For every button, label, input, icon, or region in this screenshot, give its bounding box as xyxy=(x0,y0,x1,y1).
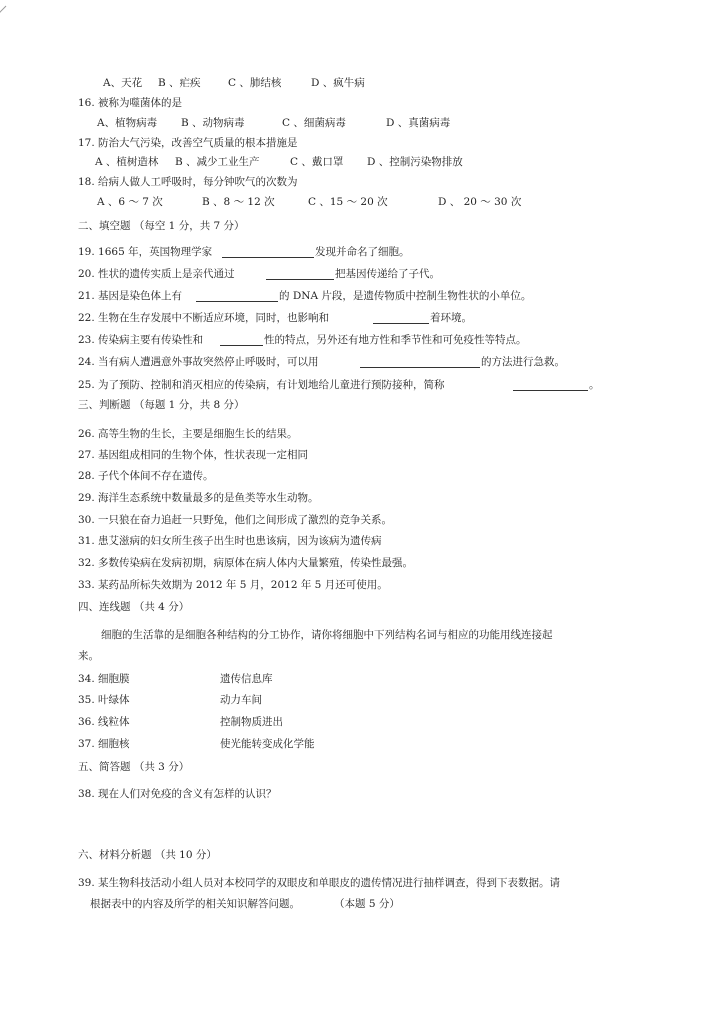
match-right-function[interactable]: 遗传信息库 xyxy=(220,673,273,685)
q19-prefix: 19. 1665 年，英国物理学家 xyxy=(78,246,213,258)
match-left-term[interactable]: 35. 叶绿体 xyxy=(78,694,130,706)
q19-suffix: 发现并命名了细胞。 xyxy=(315,246,410,258)
q33-text: 33. 某药品所标失效期为 2012 年 5 月，2012 年 5 月还可使用。 xyxy=(78,579,388,591)
q24-answer-blank[interactable] xyxy=(360,355,480,368)
match-right-function[interactable]: 控制物质进出 xyxy=(220,716,283,728)
q27-text: 27. 基因组成相同的生物个体，性状表现一定相同 xyxy=(78,449,309,461)
q17-option-c: C 、戴口罩 xyxy=(290,156,344,168)
match-right-function[interactable]: 动力车间 xyxy=(220,694,262,706)
q17-option-d: D 、控制污染物排放 xyxy=(367,156,463,168)
q23-suffix: 性的特点，另外还有地方性和季节性和可免疫性等特点。 xyxy=(264,334,527,346)
q18-option-c: C 、15 ～ 20 次 xyxy=(308,196,388,208)
q20-prefix: 20. 性状的遗传实质上是亲代通过 xyxy=(78,268,235,280)
q15-option-a: A、天花 xyxy=(103,77,143,89)
q24-prefix: 24. 当有病人遭遇意外事故突然停止呼吸时，可以用 xyxy=(78,356,319,368)
q18-option-d: D 、 20 ～ 30 次 xyxy=(438,196,522,208)
match-right-function[interactable]: 使光能转变成化学能 xyxy=(220,738,315,750)
section-4-intro-2: 来。 xyxy=(78,650,99,662)
q26-text: 26. 高等生物的生长，主要是细胞生长的结果。 xyxy=(78,428,298,440)
match-left-term[interactable]: 36. 线粒体 xyxy=(78,716,130,728)
q17-stem: 17. 防治大气污染，改善空气质量的根本措施是 xyxy=(78,137,298,149)
q32-text: 32. 多数传染病在发病初期，病原体在病人体内大量繁殖，传染性最强。 xyxy=(78,557,414,569)
q39-text-2: 根据表中的内容及所学的相关知识解答问题。 xyxy=(90,898,300,910)
q18-option-b: B 、8 ～ 12 次 xyxy=(202,196,275,208)
q23-prefix: 23. 传染病主要有传染性和 xyxy=(78,334,204,346)
q16-option-a: A、植物病毒 xyxy=(97,117,158,129)
match-left-term[interactable]: 37. 细胞核 xyxy=(78,738,130,750)
section-6-heading: 六、材料分析题 （共 10 分） xyxy=(78,849,217,861)
section-4-intro-1: 细胞的生活靠的是细胞各种结构的分工协作，请你将细胞中下列结构名词与相应的功能用线连接起 xyxy=(101,629,553,641)
match-left-term[interactable]: 34. 细胞膜 xyxy=(78,673,130,685)
q15-option-b: B 、疟疾 xyxy=(158,77,201,89)
q28-text: 28. 子代个体间不存在遗传。 xyxy=(78,470,214,482)
q15-option-d: D 、疯牛病 xyxy=(311,77,365,89)
q17-option-b: B 、减少工业生产 xyxy=(175,156,260,168)
section-2-heading: 二、填空题 （每空 1 分，共 7 分） xyxy=(78,220,245,232)
q22-suffix: 着环境。 xyxy=(430,312,472,324)
q17-option-a: A 、植树造林 xyxy=(95,156,159,168)
q16-option-c: C 、细菌病毒 xyxy=(282,117,346,129)
q22-prefix: 22. 生物在生存发展中不断适应环境，同时，也影响和 xyxy=(78,312,330,324)
q22-answer-blank[interactable] xyxy=(373,311,429,324)
q25-answer-blank[interactable] xyxy=(513,378,588,391)
q21-answer-blank[interactable] xyxy=(196,289,278,302)
q30-text: 30. 一只狼在奋力追赶一只野兔，他们之间形成了激烈的竞争关系。 xyxy=(78,514,393,526)
q16-option-b: B 、动物病毒 xyxy=(181,117,245,129)
q21-prefix: 21. 基因是染色体上有 xyxy=(78,290,183,302)
q16-option-d: D 、真菌病毒 xyxy=(386,117,451,129)
q18-option-a: A 、6 ～ 7 次 xyxy=(97,196,163,208)
section-4-heading: 四、连线题 （共 4 分） xyxy=(78,601,190,613)
q39-score: （本题 5 分） xyxy=(334,898,400,910)
q24-suffix: 的方法进行急救。 xyxy=(481,356,565,368)
q38-text: 38. 现在人们对免疫的含义有怎样的认识？ xyxy=(78,788,277,800)
q39-text-1: 39. 某生物科技活动小组人员对本校同学的双眼皮和单眼皮的遗传情况进行抽样调查，得到下表数据。请 xyxy=(78,877,561,889)
page-corner-mark xyxy=(0,0,6,13)
q25-suffix: 。 xyxy=(589,379,600,391)
q20-suffix: 把基因传递给了子代。 xyxy=(335,268,440,280)
q23-answer-blank[interactable] xyxy=(220,333,263,346)
q25-prefix: 25. 为了预防、控制和消灭相应的传染病，有计划地给儿童进行预防接种，简称 xyxy=(78,379,445,391)
q29-text: 29. 海洋生态系统中数量最多的是鱼类等水生动物。 xyxy=(78,492,319,504)
q21-suffix: 的 DNA 片段，是遗传物质中控制生物性状的小单位。 xyxy=(279,290,532,302)
q31-text: 31. 患艾滋病的妇女所生孩子出生时也患该病，因为该病为遗传病 xyxy=(78,535,382,547)
q19-answer-blank[interactable] xyxy=(222,245,314,258)
section-5-heading: 五、简答题 （共 3 分） xyxy=(78,761,190,773)
q16-stem: 16. 被称为噬菌体的是 xyxy=(78,97,183,109)
q20-answer-blank[interactable] xyxy=(266,267,334,280)
q18-stem: 18. 给病人做人工呼吸时，每分钟吹气的次数为 xyxy=(78,176,298,188)
q15-option-c: C 、肺结核 xyxy=(228,77,282,89)
section-3-heading: 三、判断题 （每题 1 分，共 8 分） xyxy=(78,399,245,411)
